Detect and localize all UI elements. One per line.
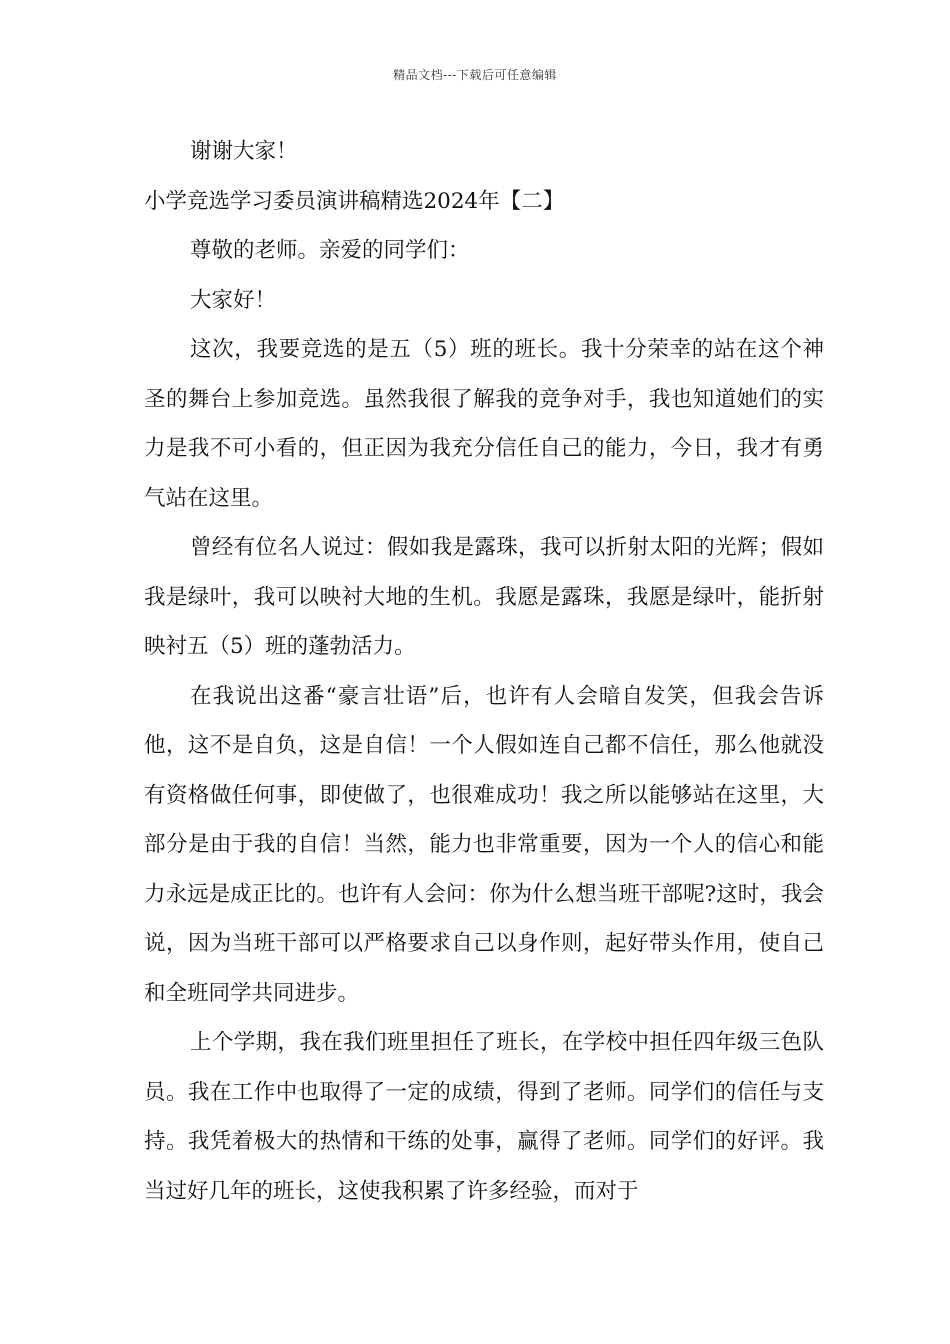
paragraph-experience: 上个学期，我在我们班里担任了班长，在学校中担任四年级三色队员。我在工作中也取得了一定的成绩，得到了老师。同学们的信任与支持。我凭着极大的热情和干练的处事，赢得了老师。同学们的好评。我当过好几年的班长，这使我积累了许多经验，而对于 — [144, 1030, 824, 1204]
paragraph-intro: 这次，我要竞选的是五（5）班的班长。我十分荣幸的站在这个神圣的舞台上参加竞选。虽然我很了解我的竞争对手，我也知道她们的实力是我不可小看的，但正因为我充分信任自己的能力，今日，我才有勇气站在这里。 — [144, 337, 824, 511]
document-body — [144, 127, 824, 1216]
page-header: 精品文档---下载后可任意编辑 — [393, 68, 557, 82]
paragraph-confidence: 在我说出这番“豪言壮语”后，也许有人会暗自发笑，但我会告诉他，这不是自负，这是自信！一个人假如连自己都不信任，那么他就没有资格做任何事，即使做了，也很难成功！我之所以能够站在这里，大部分是由于我的自信！当然，能力也非常重要，因为一个人的信心和能力永远是成正比的。也许有人会问：你为什么想当班干部呢?这时，我会说，因为当班干部可以严格要求自己以身作则，起好带头作用，使自己和全班同学共同进步。 — [144, 683, 824, 1006]
closing-thanks: 谢谢大家！ — [190, 139, 298, 164]
greeting: 大家好！ — [190, 287, 277, 313]
section-title: 小学竞选学习委员演讲稿精选2024年【二】 — [144, 188, 565, 214]
paragraph-quote: 曾经有位名人说过：假如我是露珠，我可以折射太阳的光辉；假如我是绿叶，我可以映衬大地的生机。我愿是露珠，我愿是绿叶，能折射映衬五（5）班的蓬勃活力。 — [144, 535, 824, 659]
salutation: 尊敬的老师。亲爱的同学们： — [190, 238, 470, 263]
